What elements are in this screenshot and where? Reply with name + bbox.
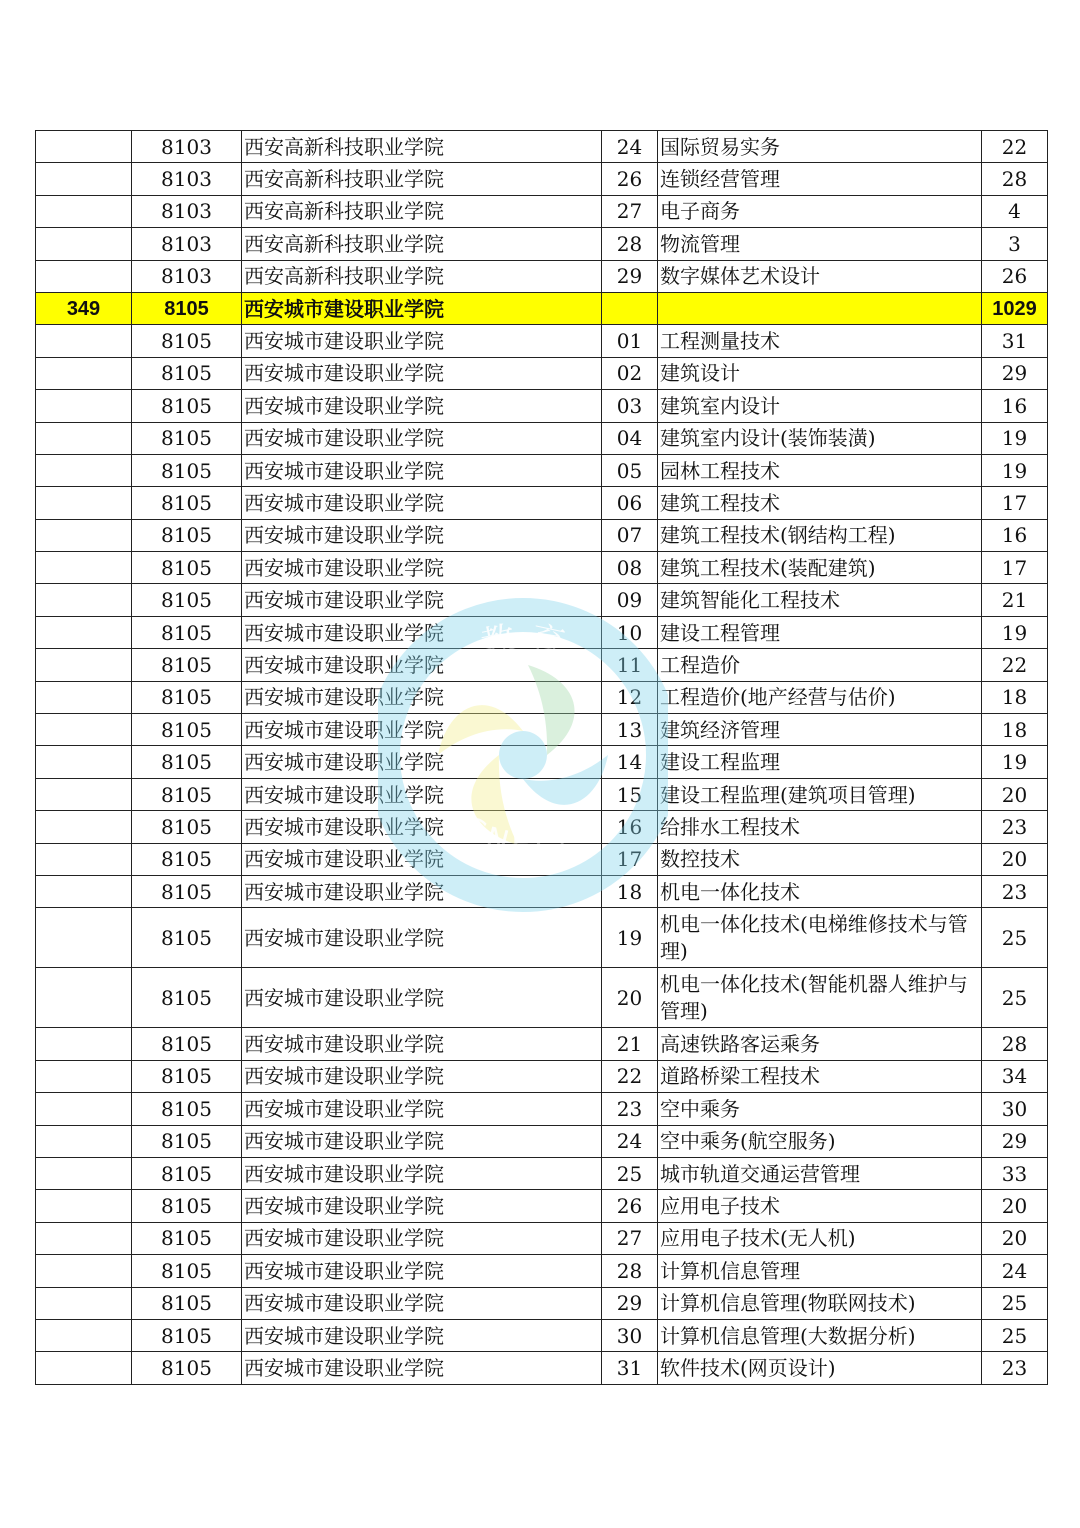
- plan-count-cell: 26: [982, 260, 1048, 292]
- school-name-cell: 西安城市建设职业学院: [242, 1352, 602, 1384]
- major-name-cell: 工程造价: [658, 649, 982, 681]
- plan-count-cell: 23: [982, 811, 1048, 843]
- plan-count-cell: 31: [982, 325, 1048, 357]
- seq-cell: [36, 1190, 132, 1222]
- seq-cell: [36, 1125, 132, 1157]
- school-code-cell: 8105: [132, 616, 242, 648]
- school-total-count-cell: 1029: [982, 292, 1048, 324]
- major-name-cell: 物流管理: [658, 228, 982, 260]
- plan-count-cell: 19: [982, 616, 1048, 648]
- major-name-cell: 计算机信息管理(大数据分析): [658, 1319, 982, 1351]
- seq-cell: [36, 714, 132, 746]
- school-name-cell: 西安城市建设职业学院: [242, 1093, 602, 1125]
- school-name-cell: 西安城市建设职业学院: [242, 487, 602, 519]
- plan-count-cell: 20: [982, 1222, 1048, 1254]
- table-row: [36, 1190, 1048, 1222]
- school-code-cell: 8105: [132, 778, 242, 810]
- major-code-cell: 04: [602, 422, 658, 454]
- school-code-cell: 8105: [132, 1093, 242, 1125]
- school-code-cell: 8105: [132, 746, 242, 778]
- major-name-cell: 工程造价(地产经营与估价): [658, 681, 982, 713]
- school-name-cell: 西安城市建设职业学院: [242, 325, 602, 357]
- major-code-cell: 28: [602, 228, 658, 260]
- table-row: [36, 811, 1048, 843]
- plan-count-cell: 21: [982, 584, 1048, 616]
- seq-cell: [36, 454, 132, 486]
- major-name-cell: 空中乘务(航空服务): [658, 1125, 982, 1157]
- school-name-cell: 西安城市建设职业学院: [242, 616, 602, 648]
- table-row: [36, 519, 1048, 551]
- school-name-cell: 西安城市建设职业学院: [242, 1060, 602, 1092]
- school-name-cell: 西安城市建设职业学院: [242, 875, 602, 907]
- seq-cell: [36, 1287, 132, 1319]
- school-name-cell: 西安城市建设职业学院: [242, 811, 602, 843]
- major-code-cell: 24: [602, 1125, 658, 1157]
- table-row: [36, 681, 1048, 713]
- school-name-cell: 西安城市建设职业学院: [242, 908, 602, 968]
- table-row: [36, 714, 1048, 746]
- plan-count-cell: 18: [982, 714, 1048, 746]
- major-name-cell: 园林工程技术: [658, 454, 982, 486]
- major-name-cell: 机电一体化技术(电梯维修技术与管理): [658, 908, 982, 968]
- seq-cell: [36, 228, 132, 260]
- school-name-cell: 西安城市建设职业学院: [242, 1157, 602, 1189]
- major-name-cell: 机电一体化技术(智能机器人维护与管理): [658, 968, 982, 1028]
- seq-cell: [36, 163, 132, 195]
- plan-count-cell: 30: [982, 1093, 1048, 1125]
- plan-count-cell: 25: [982, 908, 1048, 968]
- table-row: [36, 195, 1048, 227]
- school-code-cell: 8105: [132, 1125, 242, 1157]
- school-code-cell: 8105: [132, 325, 242, 357]
- major-code-cell: 30: [602, 1319, 658, 1351]
- major-code-cell: 31: [602, 1352, 658, 1384]
- seq-cell: [36, 487, 132, 519]
- table-row: [36, 1157, 1048, 1189]
- school-name-cell: 西安城市建设职业学院: [242, 1287, 602, 1319]
- table-row: [36, 1319, 1048, 1351]
- seq-cell: [36, 357, 132, 389]
- school-summary-row: [36, 292, 1048, 324]
- table-row: [36, 1093, 1048, 1125]
- plan-count-cell: 17: [982, 552, 1048, 584]
- seq-cell: [36, 1319, 132, 1351]
- table-row: [36, 260, 1048, 292]
- major-code-cell: 28: [602, 1255, 658, 1287]
- major-code-cell: [602, 292, 658, 324]
- table-row: [36, 908, 1048, 968]
- school-name-cell: 西安城市建设职业学院: [242, 1319, 602, 1351]
- plan-count-cell: 29: [982, 357, 1048, 389]
- table-row: [36, 357, 1048, 389]
- table-row: [36, 968, 1048, 1028]
- school-name-cell: 西安城市建设职业学院: [242, 454, 602, 486]
- seq-cell: [36, 1157, 132, 1189]
- school-code-cell: 8105: [132, 454, 242, 486]
- school-name-cell: 西安高新科技职业学院: [242, 131, 602, 163]
- seq-cell: [36, 422, 132, 454]
- table-row: [36, 487, 1048, 519]
- school-code-cell: 8105: [132, 875, 242, 907]
- table-row: [36, 1255, 1048, 1287]
- table-row: [36, 131, 1048, 163]
- school-code-cell: 8105: [132, 811, 242, 843]
- major-code-cell: 07: [602, 519, 658, 551]
- table-row: [36, 163, 1048, 195]
- school-code-cell: 8105: [132, 1287, 242, 1319]
- plan-count-cell: 23: [982, 875, 1048, 907]
- school-code-cell: 8105: [132, 1319, 242, 1351]
- major-name-cell: 建设工程监理(建筑项目管理): [658, 778, 982, 810]
- school-code-cell: 8105: [132, 968, 242, 1028]
- school-name-cell: 西安城市建设职业学院: [242, 681, 602, 713]
- seq-cell: [36, 1060, 132, 1092]
- plan-count-cell: 17: [982, 487, 1048, 519]
- table-row: [36, 1352, 1048, 1384]
- major-code-cell: 27: [602, 195, 658, 227]
- plan-count-cell: 28: [982, 1028, 1048, 1060]
- major-code-cell: 17: [602, 843, 658, 875]
- school-code-cell: 8105: [132, 908, 242, 968]
- major-code-cell: 12: [602, 681, 658, 713]
- major-code-cell: 23: [602, 1093, 658, 1125]
- school-code-cell: 8105: [132, 1060, 242, 1092]
- school-code-cell: 8105: [132, 681, 242, 713]
- major-name-cell: [658, 292, 982, 324]
- plan-count-cell: 20: [982, 1190, 1048, 1222]
- major-code-cell: 27: [602, 1222, 658, 1254]
- major-name-cell: 建筑工程技术(钢结构工程): [658, 519, 982, 551]
- seq-cell: [36, 649, 132, 681]
- major-code-cell: 25: [602, 1157, 658, 1189]
- school-name-cell: 西安城市建设职业学院: [242, 1255, 602, 1287]
- table-body: [36, 131, 1048, 1385]
- school-name-cell: 西安高新科技职业学院: [242, 195, 602, 227]
- seq-cell: [36, 908, 132, 968]
- school-name-cell: 西安城市建设职业学院: [242, 746, 602, 778]
- major-name-cell: 应用电子技术(无人机): [658, 1222, 982, 1254]
- major-code-cell: 11: [602, 649, 658, 681]
- major-code-cell: 26: [602, 1190, 658, 1222]
- major-name-cell: 软件技术(网页设计): [658, 1352, 982, 1384]
- major-name-cell: 机电一体化技术: [658, 875, 982, 907]
- seq-cell: [36, 552, 132, 584]
- school-seq-cell: 349: [36, 292, 132, 324]
- plan-count-cell: 3: [982, 228, 1048, 260]
- seq-cell: [36, 390, 132, 422]
- table-row: [36, 552, 1048, 584]
- major-name-cell: 道路桥梁工程技术: [658, 1060, 982, 1092]
- major-code-cell: 06: [602, 487, 658, 519]
- seq-cell: [36, 260, 132, 292]
- seq-cell: [36, 875, 132, 907]
- plan-count-cell: 29: [982, 1125, 1048, 1157]
- seq-cell: [36, 616, 132, 648]
- table-row: [36, 1060, 1048, 1092]
- plan-count-cell: 25: [982, 968, 1048, 1028]
- major-name-cell: 城市轨道交通运营管理: [658, 1157, 982, 1189]
- school-name-cell: 西安城市建设职业学院: [242, 714, 602, 746]
- table-row: [36, 1222, 1048, 1254]
- school-code-cell: 8105: [132, 552, 242, 584]
- major-name-cell: 建筑工程技术: [658, 487, 982, 519]
- plan-count-cell: 19: [982, 746, 1048, 778]
- major-name-cell: 计算机信息管理: [658, 1255, 982, 1287]
- seq-cell: [36, 584, 132, 616]
- enrollment-table: [35, 130, 1048, 1385]
- major-name-cell: 国际贸易实务: [658, 131, 982, 163]
- school-name-cell: 西安城市建设职业学院: [242, 649, 602, 681]
- table-row: [36, 584, 1048, 616]
- major-code-cell: 24: [602, 131, 658, 163]
- plan-count-cell: 20: [982, 843, 1048, 875]
- school-name-cell: 西安城市建设职业学院: [242, 1028, 602, 1060]
- table-row: [36, 616, 1048, 648]
- school-name-cell: 西安城市建设职业学院: [242, 584, 602, 616]
- seq-cell: [36, 325, 132, 357]
- seq-cell: [36, 778, 132, 810]
- major-name-cell: 空中乘务: [658, 1093, 982, 1125]
- school-code-cell: 8103: [132, 228, 242, 260]
- major-name-cell: 高速铁路客运乘务: [658, 1028, 982, 1060]
- school-name-cell: 西安城市建设职业学院: [242, 519, 602, 551]
- plan-count-cell: 18: [982, 681, 1048, 713]
- major-code-cell: 02: [602, 357, 658, 389]
- major-name-cell: 建筑工程技术(装配建筑): [658, 552, 982, 584]
- major-name-cell: 电子商务: [658, 195, 982, 227]
- major-code-cell: 03: [602, 390, 658, 422]
- major-name-cell: 建筑室内设计: [658, 390, 982, 422]
- table-row: [36, 390, 1048, 422]
- major-name-cell: 建筑智能化工程技术: [658, 584, 982, 616]
- major-name-cell: 建筑经济管理: [658, 714, 982, 746]
- major-code-cell: 22: [602, 1060, 658, 1092]
- major-code-cell: 26: [602, 163, 658, 195]
- table-row: [36, 1287, 1048, 1319]
- table-row: [36, 325, 1048, 357]
- plan-count-cell: 19: [982, 422, 1048, 454]
- school-name-cell: 西安高新科技职业学院: [242, 260, 602, 292]
- major-code-cell: 18: [602, 875, 658, 907]
- plan-count-cell: 20: [982, 778, 1048, 810]
- major-code-cell: 20: [602, 968, 658, 1028]
- school-code-cell: 8105: [132, 519, 242, 551]
- school-name-cell: 西安城市建设职业学院: [242, 1125, 602, 1157]
- school-code-cell: 8105: [132, 1190, 242, 1222]
- school-code-cell: 8105: [132, 1028, 242, 1060]
- school-code-cell: 8105: [132, 487, 242, 519]
- school-code-cell: 8105: [132, 843, 242, 875]
- major-code-cell: 21: [602, 1028, 658, 1060]
- school-code-cell: 8105: [132, 714, 242, 746]
- school-code-cell: 8105: [132, 584, 242, 616]
- plan-count-cell: 24: [982, 1255, 1048, 1287]
- school-name-cell: 西安城市建设职业学院: [242, 778, 602, 810]
- seq-cell: [36, 681, 132, 713]
- major-code-cell: 09: [602, 584, 658, 616]
- plan-count-cell: 22: [982, 131, 1048, 163]
- table-row: [36, 746, 1048, 778]
- seq-cell: [36, 811, 132, 843]
- major-name-cell: 数字媒体艺术设计: [658, 260, 982, 292]
- plan-count-cell: 25: [982, 1319, 1048, 1351]
- table-row: [36, 1028, 1048, 1060]
- seq-cell: [36, 1222, 132, 1254]
- table-row: [36, 843, 1048, 875]
- seq-cell: [36, 519, 132, 551]
- school-code-cell: 8105: [132, 1157, 242, 1189]
- school-name-cell: 西安城市建设职业学院: [242, 552, 602, 584]
- school-code-cell: 8105: [132, 292, 242, 324]
- table-row: [36, 1125, 1048, 1157]
- seq-cell: [36, 746, 132, 778]
- plan-count-cell: 19: [982, 454, 1048, 486]
- major-name-cell: 数控技术: [658, 843, 982, 875]
- major-name-cell: 建设工程监理: [658, 746, 982, 778]
- school-name-cell: 西安城市建设职业学院: [242, 1190, 602, 1222]
- major-name-cell: 建设工程管理: [658, 616, 982, 648]
- major-code-cell: 05: [602, 454, 658, 486]
- major-name-cell: 应用电子技术: [658, 1190, 982, 1222]
- school-code-cell: 8105: [132, 390, 242, 422]
- school-name-cell: 西安城市建设职业学院: [242, 1222, 602, 1254]
- table-row: [36, 228, 1048, 260]
- seq-cell: [36, 1255, 132, 1287]
- school-code-cell: 8105: [132, 422, 242, 454]
- major-code-cell: 29: [602, 260, 658, 292]
- table-row: [36, 875, 1048, 907]
- school-code-cell: 8105: [132, 1222, 242, 1254]
- seq-cell: [36, 1028, 132, 1060]
- plan-count-cell: 28: [982, 163, 1048, 195]
- seq-cell: [36, 843, 132, 875]
- table-row: [36, 649, 1048, 681]
- school-code-cell: 8105: [132, 1352, 242, 1384]
- school-code-cell: 8105: [132, 1255, 242, 1287]
- school-code-cell: 8105: [132, 649, 242, 681]
- major-code-cell: 01: [602, 325, 658, 357]
- seq-cell: [36, 195, 132, 227]
- school-code-cell: 8103: [132, 260, 242, 292]
- plan-count-cell: 25: [982, 1287, 1048, 1319]
- seq-cell: [36, 1352, 132, 1384]
- watermark-text-top: 教 育: [477, 618, 569, 665]
- school-name-cell: 西安城市建设职业学院: [242, 357, 602, 389]
- school-name-cell: 西安高新科技职业学院: [242, 228, 602, 260]
- major-code-cell: 29: [602, 1287, 658, 1319]
- major-name-cell: 计算机信息管理(物联网技术): [658, 1287, 982, 1319]
- school-name-cell: 西安城市建设职业学院: [242, 390, 602, 422]
- table-row: [36, 778, 1048, 810]
- plan-count-cell: 23: [982, 1352, 1048, 1384]
- school-name-cell: 西安城市建设职业学院: [242, 422, 602, 454]
- table-row: [36, 454, 1048, 486]
- watermark-text-bottom: SNEEA: [458, 810, 588, 862]
- school-name-cell: 西安城市建设职业学院: [242, 292, 602, 324]
- plan-count-cell: 22: [982, 649, 1048, 681]
- school-name-cell: 西安城市建设职业学院: [242, 843, 602, 875]
- school-code-cell: 8103: [132, 131, 242, 163]
- plan-count-cell: 4: [982, 195, 1048, 227]
- major-name-cell: 连锁经营管理: [658, 163, 982, 195]
- plan-count-cell: 16: [982, 390, 1048, 422]
- school-code-cell: 8103: [132, 195, 242, 227]
- seq-cell: [36, 968, 132, 1028]
- major-name-cell: 给排水工程技术: [658, 811, 982, 843]
- major-code-cell: 08: [602, 552, 658, 584]
- school-code-cell: 8105: [132, 357, 242, 389]
- major-name-cell: 建筑设计: [658, 357, 982, 389]
- major-code-cell: 15: [602, 778, 658, 810]
- school-name-cell: 西安城市建设职业学院: [242, 968, 602, 1028]
- plan-count-cell: 34: [982, 1060, 1048, 1092]
- seq-cell: [36, 131, 132, 163]
- school-code-cell: 8103: [132, 163, 242, 195]
- seq-cell: [36, 1093, 132, 1125]
- plan-count-cell: 33: [982, 1157, 1048, 1189]
- major-code-cell: 19: [602, 908, 658, 968]
- school-name-cell: 西安高新科技职业学院: [242, 163, 602, 195]
- major-code-cell: 16: [602, 811, 658, 843]
- table-row: [36, 422, 1048, 454]
- plan-count-cell: 16: [982, 519, 1048, 551]
- major-name-cell: 工程测量技术: [658, 325, 982, 357]
- major-code-cell: 14: [602, 746, 658, 778]
- major-name-cell: 建筑室内设计(装饰装潢): [658, 422, 982, 454]
- major-code-cell: 10: [602, 616, 658, 648]
- major-code-cell: 13: [602, 714, 658, 746]
